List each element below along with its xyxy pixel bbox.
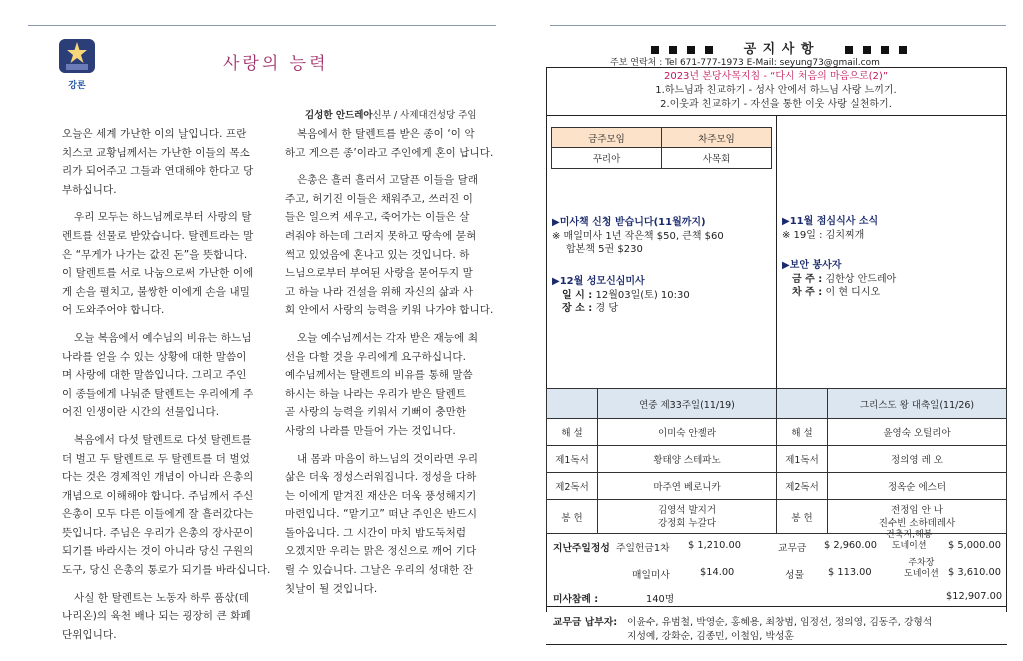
article-line: 복음에서 한 탈렌트를 받은 종이 ‘이 악 — [297, 128, 475, 140]
offer-right-2: 진수빈 소하데레사 — [878, 517, 956, 529]
article-line: 오늘은 세계 가난한 이의 날입니다. 프란 — [62, 128, 247, 140]
parking-label: 주차장 도네이션 — [904, 558, 939, 579]
roles-table — [546, 388, 1007, 534]
donors-line-1: 이윤수, 유범철, 박영순, 홍혜용, 최창범, 임정선, 정의영, 김동주, 강형석 — [627, 617, 933, 628]
meeting-head-next: 차주모임 — [662, 128, 772, 148]
square-icon — [845, 46, 853, 54]
article-paragraph — [62, 589, 272, 645]
article-paragraph — [62, 125, 272, 199]
article-paragraph — [285, 125, 495, 162]
top-rule-right — [550, 25, 1006, 26]
article-line: 주고, 허기진 이들은 채워주고, 쓰러진 이 — [285, 192, 473, 205]
role-label: 제2독서 — [547, 473, 598, 500]
article-line: 사랑의 나라를 만들어 가는 것입니다. — [285, 424, 456, 437]
contact-line: 주보 연락처 : Tel 671-777-1973 E-Mail: seyung73@gmail.com — [610, 58, 880, 68]
article-paragraph — [285, 329, 495, 441]
server-this: 김한상 안드레아 — [825, 273, 897, 285]
article-line: 회 안에서 사랑의 능력을 키워 나가야 합니다. — [285, 304, 494, 317]
article-line: 하고 게으른 종’이라고 주인에게 혼이 납니다. — [285, 146, 494, 159]
role-label: 봉 헌 — [547, 500, 598, 534]
motto-line-2: 2.이웃과 친교하기 - 자선을 통한 이웃 사랑 실천하기. — [660, 99, 892, 110]
article-paragraph — [285, 450, 495, 599]
roles-sunday-left: 연중 제33주일(11/19) — [598, 389, 777, 419]
article-line: 되기를 바라시는 것이 아니라 당신 구원의 — [62, 545, 254, 558]
square-icon — [899, 46, 907, 54]
role-left: 마주연 베로니카 — [598, 473, 777, 500]
square-icon — [881, 46, 889, 54]
candle-value: $ 113.00 — [828, 567, 872, 578]
article-line: 도구, 당신 은총의 통로가 되기를 바라십니다. — [62, 564, 271, 577]
role-label: 해 설 — [777, 419, 828, 446]
article-line: 곧 사랑의 능력을 키워서 기뻐이 충만한 — [285, 406, 467, 419]
article-paragraph — [62, 431, 272, 580]
role-right: 정옥순 에스터 — [828, 473, 1007, 500]
article-line: 게 손을 펼치고, 불쌍한 이에게 손을 내밀 — [62, 285, 250, 298]
offer-right-1: 전정임 안 나 — [891, 504, 943, 516]
article-line: 며 사랑에 대한 말씀입니다. 그리고 주인 — [62, 369, 247, 382]
article-line: 오겠지만 우리는 맑은 정신으로 깨어 기다 — [285, 545, 477, 558]
article-line: 복음에서 다섯 탈렌트로 다섯 탈렌트를 — [74, 433, 252, 446]
meeting-next: 사목회 — [662, 148, 772, 169]
article-line: 예수님께서는 탈렌트의 비유를 통해 말씀 — [285, 369, 473, 382]
article-line: 사실 한 탈렌트는 노동자 하루 품삯(데 — [74, 591, 250, 604]
article-line: 하시는 하늘 나라는 우리가 받은 탈렌트 — [285, 387, 467, 400]
article-line: 느님으로부터 부여된 사랑을 묻어두지 말 — [285, 267, 473, 280]
article-line: 나라를 얻을 수 있는 상황에 대한 말씀이 — [62, 350, 247, 363]
motto-line-1: 1.하느님과 친교하기 - 성사 안에서 하느님 사랑 느끼기. — [655, 85, 897, 96]
article-line: 썩고 있었음에 혼나고 있는 것입니다. 하 — [285, 248, 470, 261]
roles-corner-right — [777, 389, 828, 419]
article-line: 부하십니다. — [62, 183, 117, 196]
meeting-head-this: 금주모임 — [552, 128, 662, 148]
article-line: 마련입니다. “맡기고” 떠난 주인은 반드시 — [285, 508, 478, 521]
mass-book-line-1: ※ 매일미사 1년 작은책 $50, 큰책 $60 — [552, 230, 724, 242]
square-icon — [651, 46, 659, 54]
role-right: 윤영숙 오틸리아 — [828, 419, 1007, 446]
server-next-label: 차 주 : — [792, 287, 823, 298]
role-right: 정의영 레 오 — [828, 446, 1007, 473]
server-title: ▶보안 봉사자 — [782, 260, 842, 271]
finance-label: 지난주일정성 — [553, 543, 610, 554]
article-paragraph — [285, 171, 495, 320]
mission-value: $ 5,000.00 — [948, 540, 1001, 551]
sunday-offering-value: $ 1,210.00 — [688, 540, 741, 551]
square-icon — [687, 46, 695, 54]
motto-block — [546, 70, 1006, 112]
roles-sunday-right: 그리스도 왕 대축일(11/26) — [828, 389, 1007, 419]
lunch-line: ※ 19일 : 김치찌개 — [782, 229, 865, 241]
article-line: 삶은 더욱 정성스러워집니다. 정성을 다하 — [285, 471, 477, 484]
place-label: 장 소 : — [562, 303, 593, 314]
notice-title: 공 지 사 항 — [743, 42, 815, 57]
mass-book-title: ▶미사책 신청 받습니다(11월까지) — [552, 217, 706, 228]
offer-left-2: 강정회 누갈다 — [657, 517, 717, 529]
daily-mass-label: 매일미사 — [632, 570, 670, 581]
article-line: 우리 모두는 하느님께로부터 사랑의 탈 — [74, 211, 252, 224]
mission-label: 건축지,해봉 도네이션 — [886, 530, 933, 551]
article-line: 칫날이 될 것입니다. — [285, 582, 378, 595]
article-line: 선을 다할 것을 우리에게 요구하십니다. — [285, 350, 467, 363]
misc-value: $ 2,960.00 — [824, 540, 877, 551]
article-line: 오늘 예수님께서는 각자 받은 재능에 최 — [297, 331, 479, 344]
motto-title: 2023년 본당사목지침 - “다시 처음의 마음으로(2)” — [663, 71, 889, 82]
roles-corner-left — [547, 389, 598, 419]
author-name: 김성한 안드레아 — [305, 110, 373, 121]
article-line: 이 종들에게 나눠준 탈렌트는 우리에게 주 — [62, 387, 254, 400]
candle-label: 성물 — [785, 570, 804, 581]
page-title: 사랑의 능력 — [223, 54, 329, 74]
logo-label: 강론 — [68, 81, 86, 91]
article-line: 치스코 교황님께서는 가난한 이들의 목소 — [62, 146, 250, 159]
article-line: 다는 것은 경제적인 개념이 아니라 은총의 — [62, 471, 254, 484]
role-left: 황태양 스테파노 — [598, 446, 777, 473]
meeting-this: 꾸리아 — [552, 148, 662, 169]
article-line: 릴 수 있습니다. 그날은 우리의 성대한 잔 — [285, 564, 473, 577]
article-line: 단위입니다. — [62, 628, 117, 641]
role-left: 이미숙 안젤라 — [598, 419, 777, 446]
top-rule-left — [28, 25, 496, 26]
article-line: 개념으로 이해해야 합니다. 주님께서 주신 — [62, 489, 254, 502]
total-value: $12,907.00 — [946, 591, 1003, 602]
article-line: 렌트를 선물로 받았습니다. 탈렌트라는 말 — [62, 229, 254, 242]
lunch-section — [782, 215, 878, 242]
article-column-2 — [285, 125, 495, 607]
article-line: 더 벌고 두 탈렌트로 두 탈렌트를 더 벌었 — [62, 452, 250, 465]
parking-value: $ 3,610.00 — [948, 567, 1001, 578]
article-line: 은총은 흘러 흘러서 고달픈 이들을 달래 — [297, 174, 479, 187]
article-line: 나리온)의 육천 배나 되는 굉장히 큰 화폐 — [62, 610, 251, 623]
role-right-offer — [828, 500, 1007, 534]
daily-mass-value: $14.00 — [700, 567, 735, 578]
article-line: 뜻입니다. 주님은 우리가 은총의 장사꾼이 — [62, 526, 254, 539]
square-icon — [669, 46, 677, 54]
article-column-1 — [62, 125, 272, 653]
article-line: 은 “무게가 나가는 값진 돈”을 뜻합니다. — [62, 248, 248, 261]
article-line: 려줘야 하는데 그러지 못하고 땅속에 묻혀 — [285, 229, 477, 242]
role-label: 제1독서 — [547, 446, 598, 473]
role-label: 제2독서 — [777, 473, 828, 500]
article-line: 들은 일으켜 세우고, 죽어가는 이들은 살 — [285, 211, 470, 224]
article-line: 어 도와주어야 합니다. — [62, 304, 165, 317]
mass-book-line-2: 합본책 5권 $230 — [566, 244, 643, 255]
attendance-value: 140명 — [646, 594, 675, 605]
offer-left-1: 김영석 발지거 — [657, 504, 717, 516]
article-line: 돌아옵니다. 그 시간이 마치 밤도둑처럼 — [285, 526, 467, 539]
article-paragraph — [62, 329, 272, 422]
author-role: 신부 / 사제대건성당 주임 — [372, 110, 477, 121]
role-left-offer — [598, 500, 777, 534]
article-line: 내 몸과 마음이 하느님의 것이라면 우리 — [297, 452, 479, 465]
lunch-title: ▶11월 점심식사 소식 — [782, 216, 879, 227]
date-value: 12월03일(토) 10:30 — [595, 289, 690, 301]
article-line: 는 이에게 맡겨진 재산은 더욱 풍성해지기 — [285, 489, 477, 502]
author-line — [305, 107, 477, 121]
date-label: 일 시 : — [562, 289, 593, 301]
square-icon — [863, 46, 871, 54]
article-line: 은총이 모두 다른 이들에게 잘 흘러갔다는 — [62, 508, 254, 521]
article-line: 이 탈렌트를 서로 나눔으로써 가난한 이에 — [62, 267, 254, 280]
marian-mass-title: ▶12월 성모신심미사 — [552, 276, 645, 287]
place-value: 경 당 — [595, 303, 618, 314]
article-paragraph — [62, 208, 272, 320]
attendance-label: 미사참례 : — [553, 594, 599, 605]
article-line: 오늘 복음에서 예수님의 비유는 하느님 — [74, 331, 252, 344]
role-label: 제1독서 — [777, 446, 828, 473]
role-label: 봉 헌 — [777, 500, 828, 534]
donors-label: 교무금 납부자: — [553, 617, 618, 628]
meeting-table — [551, 127, 772, 169]
article-line: 고 하늘 나라 건설을 위해 자신의 삶과 사 — [285, 285, 473, 298]
article-line: 어진 인생이란 시간의 선물입니다. — [62, 406, 220, 419]
mass-book-section — [552, 216, 724, 257]
server-next: 이 현 디시오 — [825, 287, 881, 298]
server-this-label: 금 주 : — [792, 273, 823, 285]
square-icon — [705, 46, 713, 54]
donors-line-2: 지성예, 강화순, 김종민, 이철임, 박성훈 — [627, 631, 794, 642]
article-line: 리가 되어주고 그들과 연대해야 한다고 당 — [62, 165, 254, 178]
server-section — [782, 259, 896, 300]
marian-mass-section — [552, 275, 690, 316]
misc-label: 교무금 — [778, 543, 807, 554]
role-label: 해 설 — [547, 419, 598, 446]
sunday-offering-label: 주일헌금1차 — [616, 543, 670, 554]
